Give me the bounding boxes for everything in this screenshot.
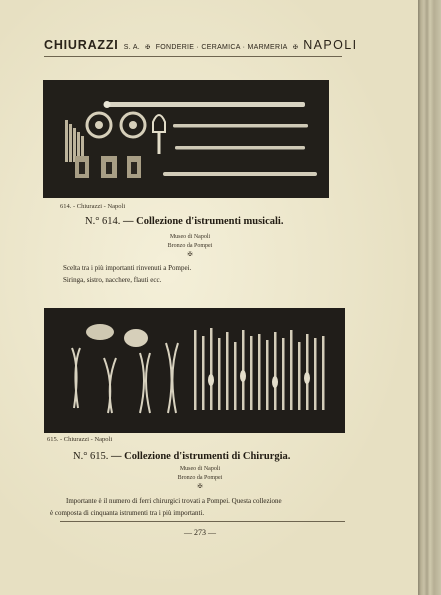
plate-caption: 615. - Chiurazzi - Napoli <box>47 436 113 443</box>
header-rule <box>44 56 342 57</box>
description-line: Siringa, sistro, nacchere, flauti ecc. <box>63 276 162 284</box>
ornament-mark: ✠ <box>197 484 203 490</box>
surgical-instruments-image <box>44 308 345 433</box>
brand-name: CHIURAZZI <box>44 38 119 52</box>
description-line: Scelta tra i più importanti rinvenuti a Pompei. <box>63 264 192 272</box>
surgical-instruments-photo <box>44 308 345 433</box>
title-dash: — <box>123 216 134 227</box>
entry-title <box>73 451 290 462</box>
company-type: S. A. <box>123 44 141 51</box>
entry-description <box>63 262 353 286</box>
page-header <box>44 38 358 54</box>
material-label: Bronzo da Pompei <box>167 243 213 249</box>
description-line: è composta di cinquanta istrumenti tra i più importanti. <box>50 509 205 517</box>
entry-name: Collezione d'istrumenti di Chirurgia. <box>124 451 291 462</box>
museum-label: Museo di Napoli <box>169 234 211 240</box>
title-dash: — <box>111 451 122 462</box>
header-separator: ✠ <box>292 45 299 51</box>
book-page-edges <box>418 0 441 595</box>
entry-name: Collezione d'istrumenti musicali. <box>136 216 284 227</box>
page-number: — 273 — <box>184 528 216 537</box>
company-divisions: FONDERIE · CERAMICA · MARMERIA <box>155 44 288 51</box>
entry-description <box>50 495 350 519</box>
musical-instruments-photo <box>43 80 329 198</box>
city-name: NAPOLI <box>303 38 358 52</box>
entry-title <box>85 216 283 227</box>
museum-label: Museo di Napoli <box>179 466 221 472</box>
description-line: Importante è il numero di ferri chirurgici trovati a Pompei. Questa collezione <box>66 497 282 505</box>
material-label: Bronzo da Pompei <box>177 475 223 481</box>
footer-rule <box>60 521 345 522</box>
entry-number: N.° 614. <box>85 216 121 227</box>
musical-instruments-image <box>43 80 329 198</box>
header-separator: ✠ <box>145 45 151 51</box>
plate-caption: 614. - Chiurazzi - Napoli <box>60 203 126 210</box>
ornament-mark: ✠ <box>187 252 193 258</box>
entry-number: N.° 615. <box>73 451 109 462</box>
